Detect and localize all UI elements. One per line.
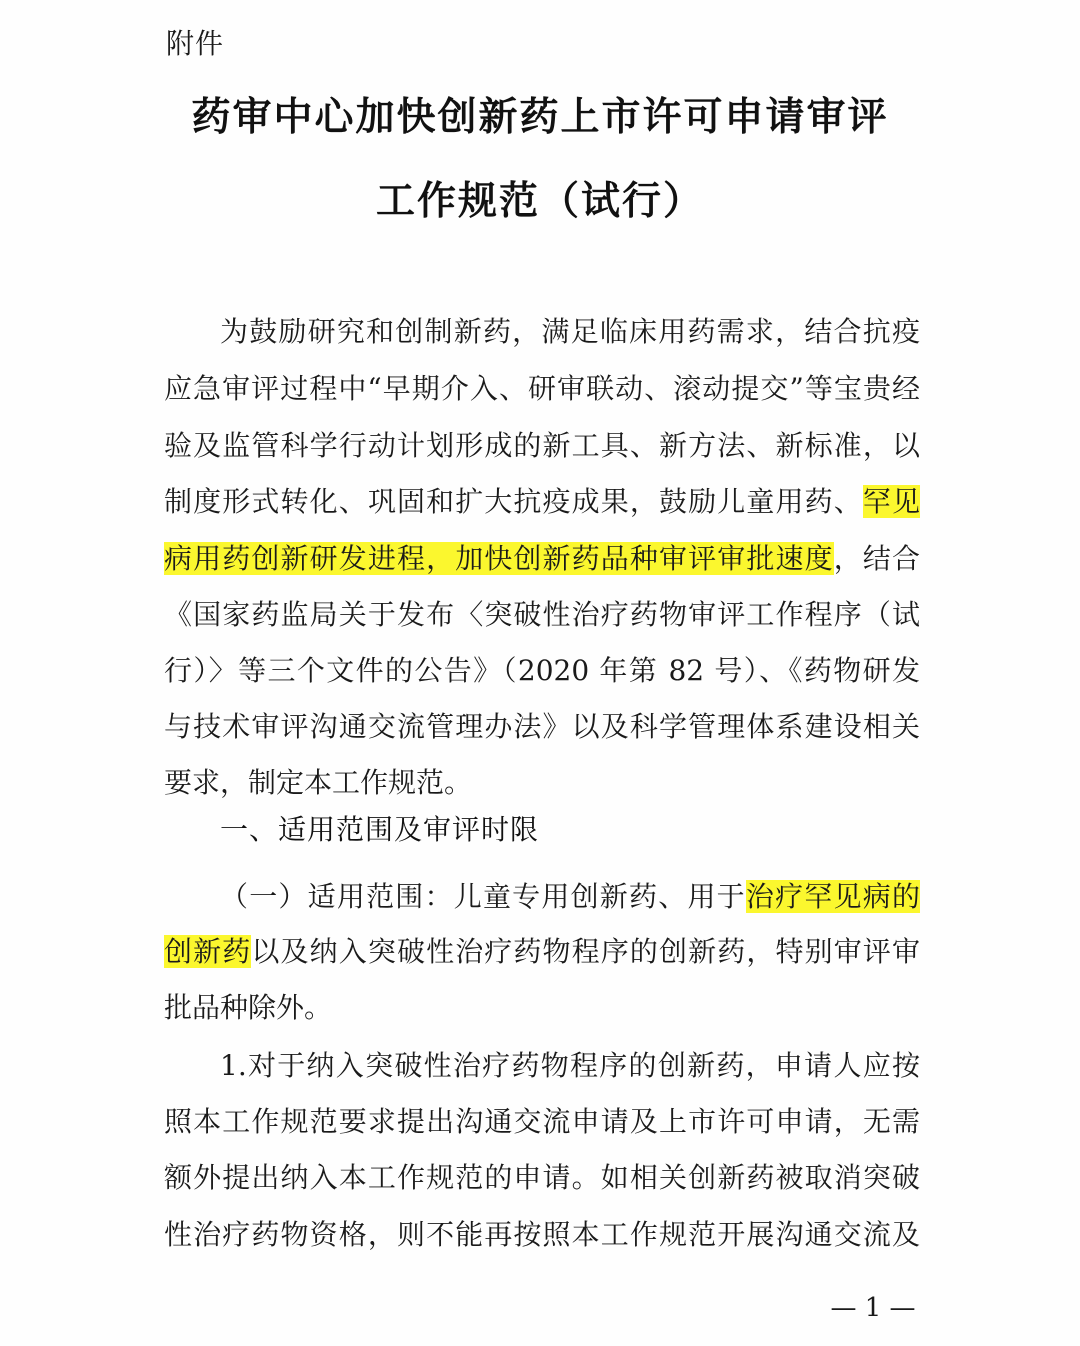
- document-title-line-1: 药审中心加快创新药上市许可申请审评: [191, 95, 889, 140]
- highlight-rare-disease-1: 罕见: [862, 485, 920, 518]
- paragraph-1-line-1: 为鼓励研究和创制新药，满足临床用药需求，结合抗疫: [220, 315, 920, 348]
- document-title-line-2: 工作规范（试行）: [375, 179, 704, 224]
- paragraph-1-line-6: 《国家药监局关于发布〈突破性治疗药物审评工作程序（试: [164, 598, 920, 631]
- section-heading-scope: 一、适用范围及审评时限: [220, 813, 540, 846]
- paragraph-3-line-2: 照本工作规范要求提出沟通交流申请及上市许可申请，无需: [164, 1105, 920, 1138]
- paragraph-1-line-5: [164, 539, 920, 579]
- paragraph-2-line-1: [220, 877, 920, 917]
- paragraph-3-line-4: 性治疗药物资格，则不能再按照本工作规范开展沟通交流及: [164, 1218, 920, 1251]
- paragraph-1-line-8: 与技术审评沟通交流管理办法》以及科学管理体系建设相关: [164, 710, 920, 743]
- paragraph-1-line-3: 验及监管科学行动计划形成的新工具、新方法、新标准，以: [164, 429, 920, 462]
- paragraph-3-line-3: 额外提出纳入本工作规范的申请。如相关创新药被取消突破: [164, 1161, 920, 1194]
- highlight-innovative-drug: 创新药: [164, 935, 252, 968]
- paragraph-1-line-9: 要求，制定本工作规范。: [164, 766, 473, 799]
- attachment-label: 附件: [166, 27, 225, 60]
- paragraph-1-line-5-text: ，结合: [833, 542, 920, 575]
- paragraph-2-line-2: [164, 932, 920, 972]
- paragraph-2-line-3: 批品种除外。: [164, 991, 333, 1024]
- paragraph-1-line-2: 应急审评过程中“早期介入、研审联动、滚动提交”等宝贵经: [164, 372, 920, 405]
- paragraph-1-line-7: 行）〉等三个文件的公告》（2020 年第 82 号）、《药物研发: [164, 654, 920, 687]
- paragraph-1-line-4: [164, 482, 920, 522]
- paragraph-3-line-1: 1.对于纳入突破性治疗药物程序的创新药，申请人应按: [220, 1049, 920, 1082]
- paragraph-2-line-2-text: 以及纳入突破性治疗药物程序的创新药，特别审评审: [251, 935, 920, 968]
- highlight-rare-disease-2: 病用药创新研发进程，加快创新药品种审评审批速度: [164, 542, 834, 575]
- page-number: — 1 —: [830, 1293, 916, 1323]
- paragraph-1-line-4-text: 制度形式转化、巩固和扩大抗疫成果，鼓励儿童用药、: [164, 485, 863, 518]
- paragraph-2-line-1-text: （一）适用范围：儿童专用创新药、用于: [220, 880, 746, 913]
- highlight-rare-disease-3: 治疗罕见病的: [745, 880, 920, 913]
